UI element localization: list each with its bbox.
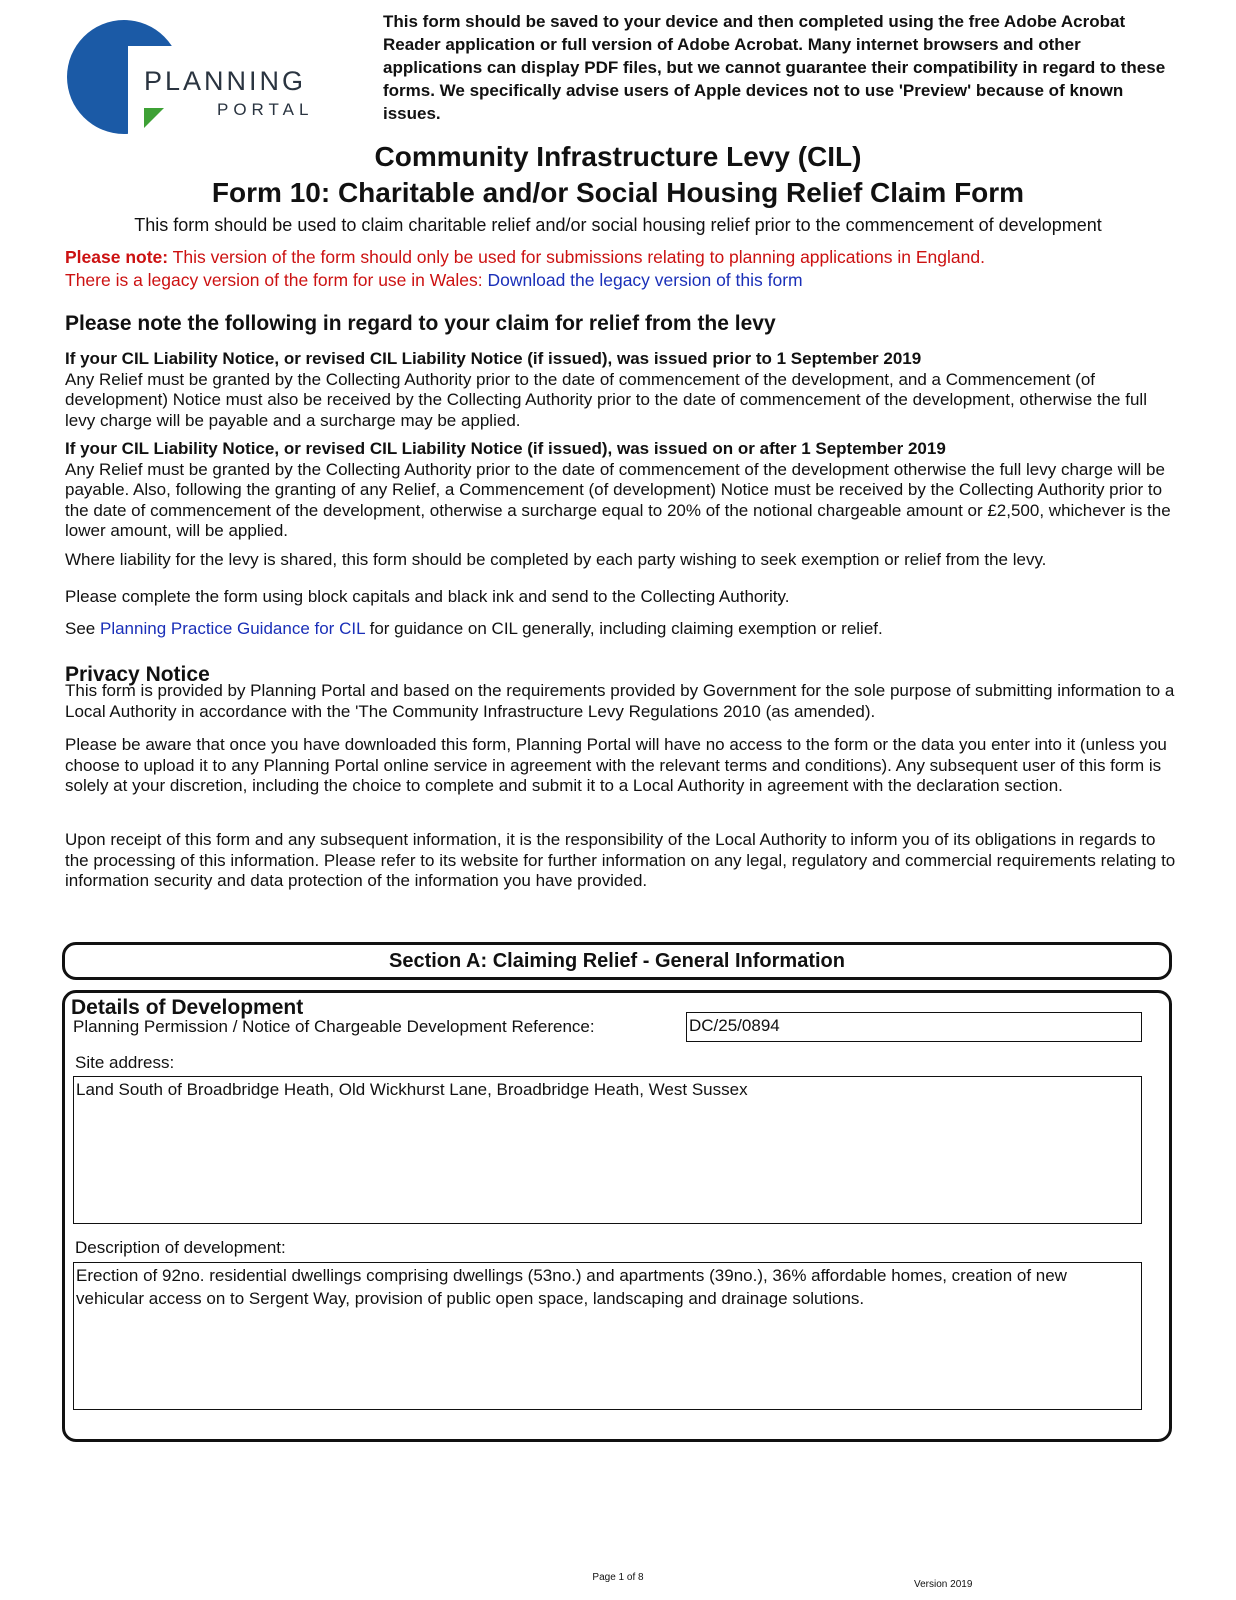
- prior-text: Any Relief must be granted by the Collecting Authority prior to the date of commencement of the development, and a Commencement (of development) Notice must also be received by the Collecting Authority prior to the date of commencement of the development, otherwise the full levy charge will be payable and a surcharge may be applied.: [65, 369, 1147, 430]
- guidance-link[interactable]: Planning Practice Guidance for CIL: [99, 619, 365, 638]
- logo-text-planning: PLANNING: [144, 66, 307, 96]
- software-notice: This form should be saved to your device and then completed using the free Adobe Acrobat Reader application or full version of Adobe Acrobat. Many internet browsers and other applications can display PDF files, but we cannot guarantee their compatibility in regard to these forms. We specifically advise users of Apple devices not to use 'Preview' because of known issues.: [383, 12, 1166, 123]
- guidance-see: See: [65, 619, 96, 638]
- form-purpose: This form should be used to claim charitable relief and/or social housing relief prior to the commencement of development: [134, 215, 1102, 235]
- please-note-label: Please note:: [65, 247, 169, 267]
- privacy-heading: Privacy Notice: [65, 663, 210, 686]
- legacy-text: There is a legacy version of the form for use in Wales:: [65, 270, 483, 290]
- prior-2019-block: [65, 349, 1180, 431]
- privacy-paragraph-3: Upon receipt of this form and any subsequent information, it is the responsibility of the Local Authority to inform you of its obligations in regards to the processing of this information. Please refer to its website for further information on any legal, regulatory and commercial requirements relating to information security and data protection of the information you have provided.: [65, 830, 1176, 890]
- version-label: Version 2019: [914, 1579, 973, 1590]
- planning-portal-logo: [64, 16, 332, 136]
- site-address-label: Site address:: [75, 1053, 175, 1072]
- complete-instructions: Please complete the form using block capitals and black ink and send to the Collecting Authority.: [65, 587, 790, 606]
- after-2019-block: [65, 439, 1180, 542]
- guidance-rest: for guidance on CIL generally, including claiming exemption or relief.: [369, 619, 883, 638]
- prior-heading: If your CIL Liability Notice, or revised CIL Liability Notice (if issued), was issued prior to 1 September 2019: [65, 349, 922, 368]
- details-heading: Details of Development: [71, 996, 304, 1019]
- after-text: Any Relief must be granted by the Collecting Authority prior to the date of commencement of the development otherwise the full levy charge will be payable. Also, following the granting of any Relief, a Commencement (of development) Notice must be received by the Collecting Authority prior to the date of commencement of the development, otherwise a surcharge equal to 20% of the notional chargeable amount or £2,500, whichever is the lower amount, will be applied.: [65, 459, 1171, 540]
- page-number: Page 1 of 8: [592, 1572, 644, 1583]
- form-subtitle-heading: Form 10: Charitable and/or Social Housing Relief Claim Form: [211, 177, 1025, 208]
- form-title: Community Infrastructure Levy (CIL): [374, 141, 862, 172]
- please-note-text: This version of the form should only be used for submissions relating to planning applications in England.: [172, 247, 985, 267]
- logo-text-portal: PORTAL: [217, 100, 314, 119]
- england-note: [65, 247, 985, 268]
- guidance-line: [65, 619, 1180, 640]
- description-label: Description of development:: [75, 1238, 286, 1257]
- description-field[interactable]: Erection of 92no. residential dwellings comprising dwellings (53no.) and apartments (39no.), 36% affordable homes, creation of new vehicular access on to Sergent Way, provision of public open space, landscaping and drainage solutions.: [73, 1262, 1142, 1410]
- wales-note: [65, 270, 803, 291]
- reference-label: Planning Permission / Notice of Chargeable Development Reference:: [73, 1017, 595, 1036]
- legacy-download-link[interactable]: Download the legacy version of this form: [487, 270, 803, 290]
- claim-heading: Please note the following in regard to your claim for relief from the levy: [65, 312, 776, 335]
- privacy-paragraph-2: Please be aware that once you have downloaded this form, Planning Portal will have no access to the form or the data you enter into it (unless you choose to upload it to any Planning Portal online service in agreement with the relevant terms and conditions). Any subsequent user of this form is solely at your discretion, including the choice to complete and submit it to a Local Authority in agreement with the declaration section.: [65, 735, 1167, 795]
- site-address-field[interactable]: Land South of Broadbridge Heath, Old Wickhurst Lane, Broadbridge Heath, West Sussex: [73, 1076, 1142, 1224]
- reference-field[interactable]: DC/25/0894: [686, 1012, 1142, 1042]
- shared-liability-text: Where liability for the levy is shared, this form should be completed by each party wishing to seek exemption or relief from the levy.: [65, 550, 1047, 569]
- section-a-header: Section A: Claiming Relief - General Information: [62, 942, 1172, 980]
- privacy-paragraph-1: This form is provided by Planning Portal and based on the requirements provided by Government for the sole purpose of submitting information to a Local Authority in accordance with the 'The Community Infrastructure Levy Regulations 2010 (as amended).: [65, 681, 1175, 721]
- after-heading: If your CIL Liability Notice, or revised CIL Liability Notice (if issued), was issued on or after 1 September 2019: [65, 439, 946, 458]
